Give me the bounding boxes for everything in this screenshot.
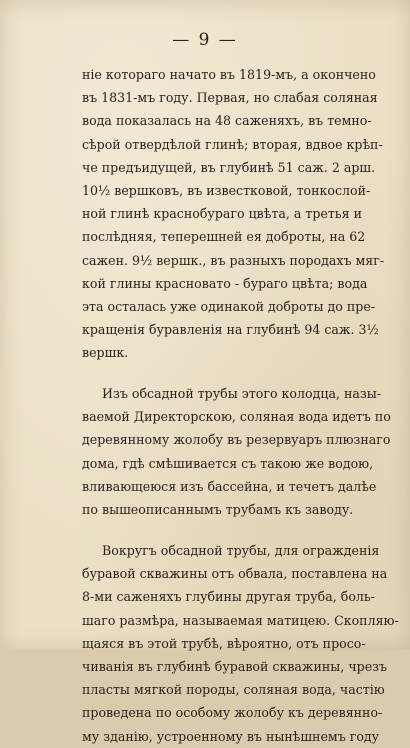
- text-line: му зданію, устроенному въ нынѣшнемъ году: [82, 728, 380, 744]
- paragraph-2: [82, 382, 391, 521]
- paragraph-3: [82, 539, 399, 748]
- text-line: дома, гдѣ смѣшивается съ такою же водою,: [82, 455, 374, 471]
- text-line: буравой скважины отъ обвала, поставлена на: [82, 566, 388, 582]
- paragraph-1: [82, 63, 385, 364]
- text-line: Вокругъ обсадной трубы, для огражденія: [102, 543, 380, 558]
- text-line: 10½ вершковъ, въ известковой, тонкослой-: [82, 182, 371, 198]
- text-line: эта осталась уже одинакой доброты до пре-: [82, 298, 376, 314]
- text-line: вершк.: [82, 345, 129, 361]
- text-line: Изъ обсадной трубы этого колодца, назы-: [102, 386, 382, 401]
- text-line: че предъидущей, въ глубинѣ 51 саж. 2 арш.: [82, 159, 376, 175]
- text-line: ваемой Директорскою, соляная вода идетъ по: [82, 409, 391, 425]
- text-line: ной глинѣ краснобураго цвѣта, а третья и: [82, 206, 362, 222]
- text-line: въ 1831-мъ году. Первая, но слабая соляная: [82, 90, 378, 106]
- text-line: по вышеописаннымъ трубамъ къ заводу.: [82, 501, 354, 517]
- text-line: сажен. 9½ вершк., въ разныхъ породахъ мяг-: [82, 252, 385, 268]
- text-line: шаго размѣра, называемая матицею. Скопляю-: [82, 612, 399, 628]
- text-line: деревянному жолобу въ резервуаръ плюзнаго: [82, 432, 391, 448]
- text-line: кращенія буравленія на глубинѣ 94 саж. 3½: [82, 322, 379, 338]
- text-line: сѣрой отвердѣлой глинѣ; вторая, вдвое крѣп-: [82, 136, 383, 152]
- text-line: чиванія въ глубинѣ буравой скважины, чрезъ: [82, 658, 388, 674]
- text-line: проведена по особому жолобу къ деревянно-: [82, 705, 383, 721]
- text-line: послѣдняя, теперешней ея доброты, на 62: [82, 229, 366, 245]
- text-line: вода показалась на 48 саженяхъ, въ темно-: [82, 113, 372, 129]
- text-line: ніе котораго начато въ 1819-мъ, а окончено: [82, 67, 376, 82]
- text-line: кой глины красновато - бураго цвѣта; вода: [82, 275, 368, 291]
- text-line: пласты мягкой породы, соляная вода, частію: [82, 682, 385, 698]
- text-line: вливающеюся изъ бассейна, и течетъ далѣе: [82, 478, 377, 494]
- text-line: щаяся въ этой трубѣ, вѣроятно, отъ просо-: [82, 635, 366, 651]
- text-line: 8-ми саженяхъ глубины другая труба, боль-: [82, 589, 376, 605]
- page-number: — 9 —: [172, 30, 238, 50]
